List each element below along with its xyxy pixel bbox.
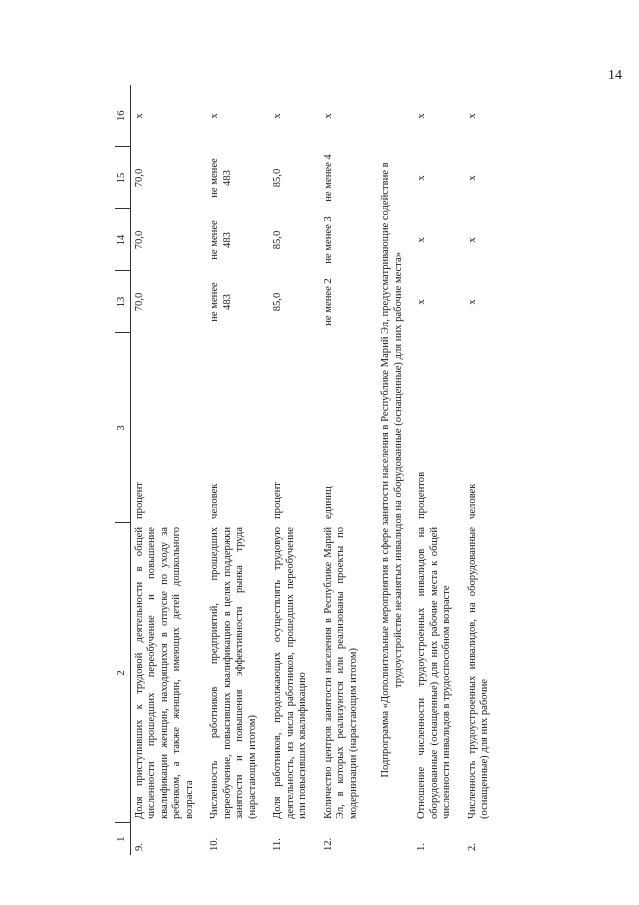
row-number: 12. — [322, 837, 334, 851]
table-row — [413, 85, 464, 855]
indicator-name: Количество центров занятости населения в Республике Марий Эл, в которых реализуются или реализованы проекты по модернизации (нарастающим итогом) — [322, 527, 359, 819]
unit: процентов — [416, 471, 427, 519]
indicators-table — [115, 85, 502, 855]
indicator-name: Отношение численности трудоустроенных инвалидов на оборудованные (оснащенные) для них рабочие места к общей численности инвалидов в трудоспособном возрасте — [416, 527, 452, 819]
row-number: 2. — [466, 843, 478, 851]
table-row — [130, 85, 206, 855]
value-16: x — [466, 113, 478, 119]
value-13: x — [416, 299, 427, 305]
row-number: 9. — [133, 843, 145, 851]
col-header-13: 13 — [115, 271, 130, 333]
value-13: 85,0 — [272, 292, 283, 312]
row-number: 10. — [209, 837, 220, 851]
value-15: x — [466, 175, 478, 181]
subprogram-heading-row — [370, 85, 413, 855]
value-14: x — [416, 237, 427, 243]
page-number: 14 — [608, 68, 622, 83]
value-14: x — [466, 237, 478, 243]
indicator-name: Доля работников, продолжающих осуществлять трудовую деятельность, из числа работников, прошедших переобучение или повысивших квалификацию — [272, 527, 308, 819]
value-16: x — [209, 113, 220, 119]
value-13: 70,0 — [133, 292, 145, 312]
value-15: не менее 4 — [322, 154, 334, 202]
rotated-table-container — [115, 85, 525, 855]
row-number: 11. — [272, 838, 283, 851]
col-header-14: 14 — [115, 209, 130, 271]
value-16: x — [416, 113, 427, 119]
indicator-name: Численность работников предприятий, прошедших переобучение, повысивших квалификацию в целях поддержки занятости и повышения эффективности рынка труда (нарастающим итогом) — [209, 527, 258, 819]
value-16: x — [322, 113, 334, 119]
value-15: не менее 483 — [209, 158, 233, 198]
header-row — [115, 85, 130, 855]
value-16: x — [133, 113, 145, 119]
value-15: x — [416, 175, 427, 181]
col-header-2: 2 — [115, 523, 130, 823]
value-13: не менее 483 — [209, 282, 233, 322]
row-number: 1. — [416, 843, 427, 851]
value-16: x — [272, 113, 283, 119]
unit: процент — [272, 482, 283, 519]
col-header-16: 16 — [115, 85, 130, 147]
table-row — [269, 85, 320, 855]
col-header-3: 3 — [115, 333, 130, 523]
value-15: 85,0 — [272, 168, 283, 188]
col-header-1: 1 — [115, 823, 130, 855]
table-row — [320, 85, 371, 855]
value-14: не менее 483 — [209, 220, 233, 260]
value-14: 85,0 — [272, 230, 283, 250]
value-14: не менее 3 — [322, 216, 334, 264]
unit: процент — [133, 482, 145, 519]
value-13: не менее 2 — [322, 278, 334, 326]
value-14: 70,0 — [133, 230, 145, 250]
table-row — [464, 85, 502, 855]
value-13: x — [466, 299, 478, 305]
table-row — [206, 85, 269, 855]
unit: единиц — [322, 486, 334, 519]
col-header-15: 15 — [115, 147, 130, 209]
unit: человек — [209, 483, 220, 519]
unit: человек — [466, 483, 478, 519]
subprogram-title: Подпрограмма «Дополнительные мероприятия в сфере занятости населения в Республике Марий Эл, предусматривающие содействие в трудоустройстве незанятых инвалидов на оборудованные (оснащенные) для них рабочие места» — [380, 162, 404, 778]
indicator-name: Доля приступивших к трудовой деятельности в общей численности прошедших переобучение и повышение квалификации женщин, находящихся в отпуске по уходу за ребенком, а также женщин, имеющих детей дошкольного возраста — [133, 527, 195, 819]
value-15: 70,0 — [133, 168, 145, 188]
indicator-name: Численность трудоустроенных инвалидов, на оборудованные (оснащенные) для них рабочие — [466, 527, 490, 819]
